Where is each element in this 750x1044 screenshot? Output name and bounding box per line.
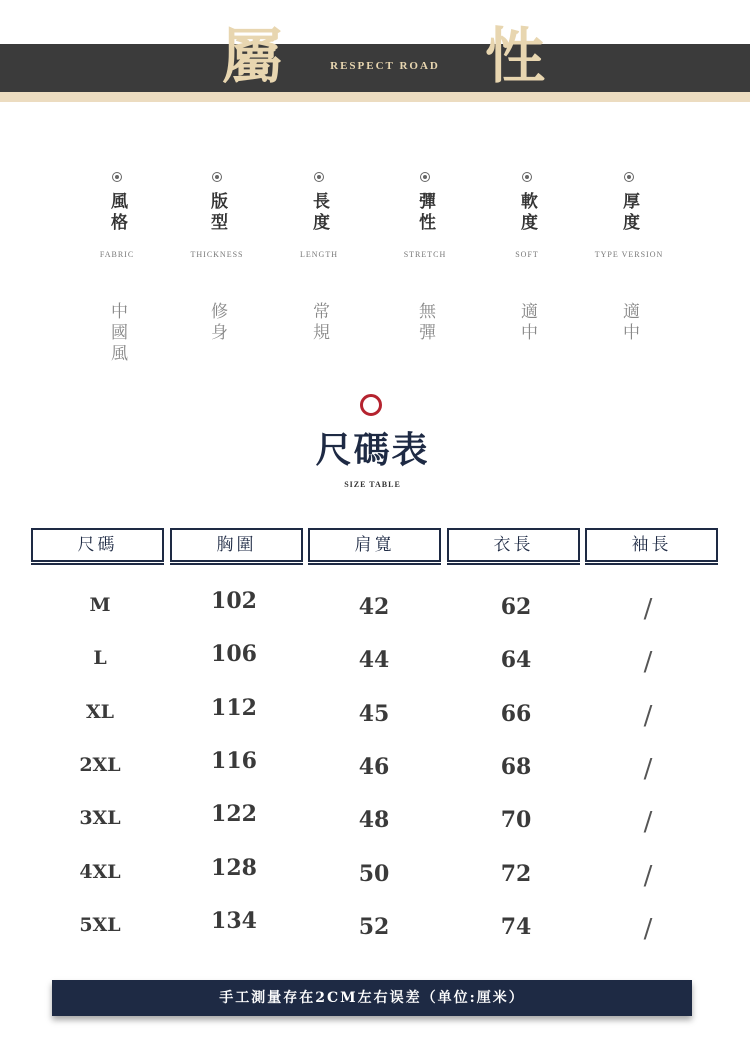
table-cell-shoulder: 52 <box>358 913 390 940</box>
attribute-column <box>62 172 172 259</box>
table-cell-sleeve: / <box>643 594 653 624</box>
table-row <box>0 747 750 794</box>
attribute-english: STRETCH <box>403 250 447 259</box>
attribute-column <box>264 172 374 259</box>
header-char-right: 性 <box>485 22 545 92</box>
table-cell-size: 3XL <box>79 807 121 830</box>
table-cell-length: 62 <box>500 594 532 620</box>
table-cell-chest: 102 <box>211 588 257 614</box>
attribute-column <box>472 172 582 259</box>
measurement-note: 手工測量存在2CM左右误差（单位:厘米） <box>52 980 692 1016</box>
attribute-english: SOFT <box>515 250 539 259</box>
attribute-value <box>264 302 374 348</box>
header-stripe <box>0 92 750 102</box>
table-cell-length: 64 <box>500 647 532 674</box>
attribute-english: THICKNESS <box>190 250 244 259</box>
attribute-value-text: 修身 <box>207 302 227 344</box>
table-cell-chest: 116 <box>211 747 257 774</box>
table-cell-sleeve: / <box>643 753 653 784</box>
table-cell-sleeve: / <box>643 647 653 678</box>
attribute-english: TYPE VERSION <box>594 250 664 259</box>
table-cell-chest: 128 <box>211 854 257 881</box>
attribute-column <box>574 172 684 259</box>
table-cell-chest: 106 <box>211 641 257 668</box>
table-cell-chest: 122 <box>211 801 257 828</box>
header-char-left: 屬 <box>222 22 282 92</box>
attribute-value-text: 中國風 <box>107 302 127 365</box>
table-header-cell: 肩寬 <box>308 528 441 562</box>
table-cell-shoulder: 48 <box>358 807 390 834</box>
attribute-value <box>472 302 582 348</box>
target-dot-icon <box>522 172 532 182</box>
table-cell-size: 2XL <box>79 753 121 776</box>
attribute-column <box>370 172 480 259</box>
attribute-column <box>162 172 272 259</box>
attribute-value-text: 常規 <box>309 302 329 344</box>
table-cell-chest: 134 <box>211 907 257 934</box>
attribute-value <box>162 302 272 348</box>
table-cell-sleeve: / <box>643 807 653 838</box>
table-cell-size: 4XL <box>79 860 121 883</box>
attribute-name: 厚度 <box>619 192 639 234</box>
table-cell-shoulder: 44 <box>358 647 390 674</box>
size-table-subtitle: SIZE TABLE <box>344 480 401 489</box>
table-row <box>0 694 750 741</box>
attribute-name: 軟度 <box>517 192 537 234</box>
attribute-value <box>370 302 480 348</box>
attribute-name: 風格 <box>107 192 127 234</box>
header-subtitle: RESPECT ROAD <box>330 60 440 72</box>
table-row <box>0 588 750 634</box>
table-row <box>0 854 750 901</box>
table-cell-sleeve: / <box>643 860 653 891</box>
table-cell-length: 68 <box>500 753 532 780</box>
attribute-name: 版型 <box>207 192 227 234</box>
attribute-value-text: 無彈 <box>415 302 435 344</box>
table-cell-length: 70 <box>500 807 532 834</box>
table-cell-size: M <box>89 594 111 616</box>
attribute-value-text: 適中 <box>619 302 639 344</box>
table-cell-size: XL <box>85 700 115 723</box>
table-cell-shoulder: 50 <box>358 860 390 887</box>
table-cell-chest: 112 <box>211 694 257 721</box>
table-header-cell: 袖長 <box>585 528 718 562</box>
attribute-value <box>62 302 172 369</box>
table-cell-length: 74 <box>500 913 532 940</box>
table-cell-shoulder: 45 <box>358 700 390 727</box>
attribute-name: 彈性 <box>415 192 435 234</box>
table-row <box>0 907 750 954</box>
attribute-english: FABRIC <box>99 250 135 259</box>
table-cell-size: 5XL <box>79 913 121 936</box>
table-cell-length: 72 <box>500 860 532 887</box>
table-header-cell: 尺碼 <box>31 528 164 562</box>
target-dot-icon <box>624 172 634 182</box>
attribute-value-text: 適中 <box>517 302 537 344</box>
attribute-name: 長度 <box>309 192 329 234</box>
table-cell-shoulder: 46 <box>358 753 390 780</box>
table-cell-sleeve: / <box>643 700 653 731</box>
table-cell-size: L <box>93 647 107 670</box>
circle-icon <box>360 394 382 416</box>
table-row <box>0 641 750 687</box>
target-dot-icon <box>212 172 222 182</box>
attribute-english: LENGTH <box>300 250 338 259</box>
table-header-cell: 衣長 <box>447 528 580 562</box>
size-table-title: 尺碼表 <box>315 429 430 471</box>
table-cell-shoulder: 42 <box>358 594 390 620</box>
table-row <box>0 801 750 847</box>
table-cell-length: 66 <box>500 700 532 727</box>
target-dot-icon <box>314 172 324 182</box>
target-dot-icon <box>112 172 122 182</box>
target-dot-icon <box>420 172 430 182</box>
table-header-cell: 胸圍 <box>170 528 303 562</box>
table-cell-sleeve: / <box>643 913 653 944</box>
attribute-value <box>574 302 684 348</box>
